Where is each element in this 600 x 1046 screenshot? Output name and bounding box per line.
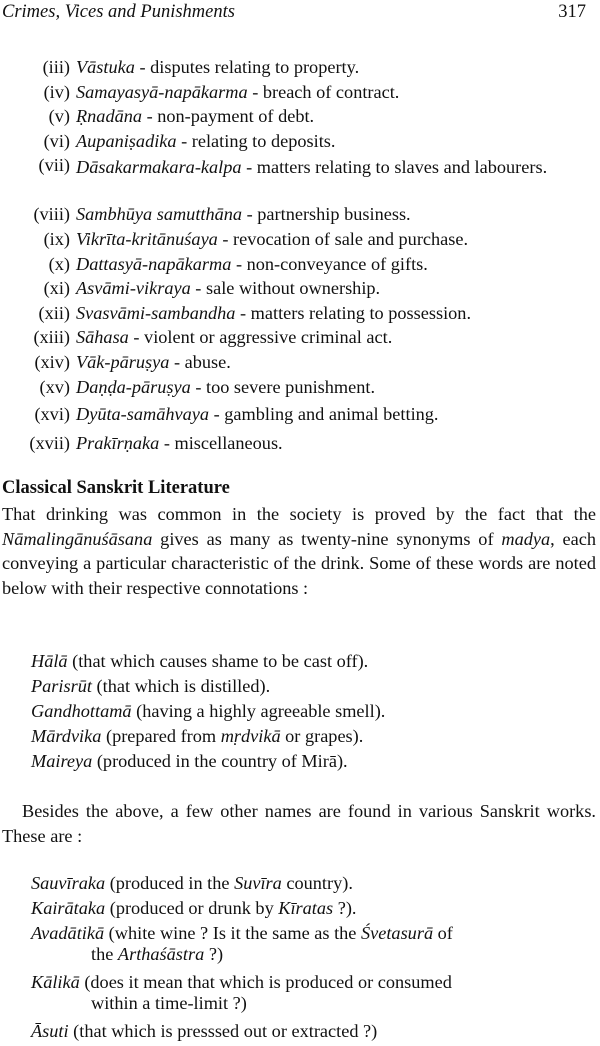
synonym-item xyxy=(31,1021,591,1046)
item-number: (ix) xyxy=(43,228,70,249)
item-number: (xiv) xyxy=(34,351,70,372)
text-run: (having a highly agreeable smell). xyxy=(131,701,386,721)
italic-term: Kīratas xyxy=(278,898,334,918)
item-number: (xv) xyxy=(39,376,70,397)
synonym-item xyxy=(31,676,591,701)
synonym-item xyxy=(31,873,591,898)
text-run: (does it mean that which is produced or consumed xyxy=(79,972,452,992)
list-item xyxy=(0,254,600,279)
item-desc: - breach of contract. xyxy=(247,81,400,102)
text-run: (produced in the xyxy=(105,873,235,893)
text-run: That drinking was common in the society is proved by the fact that the xyxy=(2,504,596,524)
item-number: (xvii) xyxy=(29,432,70,453)
list-item xyxy=(0,155,600,204)
list-item xyxy=(0,352,600,377)
text-run: the xyxy=(91,944,118,964)
synonym-item xyxy=(31,972,591,1021)
item-term: Vāk-pāruṣya xyxy=(76,351,170,372)
item-number: (iii) xyxy=(42,57,70,77)
text-run: (that which causes shame to be cast off). xyxy=(67,651,369,671)
italic-term: Suvīra xyxy=(234,873,282,893)
categories-list xyxy=(0,57,600,457)
list-item xyxy=(0,404,600,429)
item-term: Dāsakarmakara-kalpa xyxy=(76,157,242,178)
body-paragraph xyxy=(2,502,596,600)
text-run: country). xyxy=(281,873,353,893)
italic-term: Arthaśāstra xyxy=(117,944,205,964)
synonym-item xyxy=(31,923,591,972)
body-paragraph: Besides the above, a few other names are found in various Sanskrit works. These are : xyxy=(2,801,596,846)
item-term: Sambhūya samutthāna xyxy=(76,204,243,225)
item-number: (xiii) xyxy=(33,327,70,348)
item-desc: - violent or aggressive criminal act. xyxy=(128,327,393,348)
item-term: Aupaniṣadika xyxy=(76,130,177,151)
text-run: within a time-limit ?) xyxy=(91,993,247,1013)
synonym-item xyxy=(31,751,591,776)
item-term: Dattasyā-napākarma xyxy=(76,253,232,274)
italic-term: Kairātaka xyxy=(31,898,106,918)
text-run: (produced in the country of Mirā). xyxy=(92,751,348,771)
list-item xyxy=(0,278,600,303)
item-number: (iv) xyxy=(43,81,70,102)
list-item xyxy=(0,327,600,352)
text-run: ?) xyxy=(204,944,224,964)
italic-term: Mārdvika xyxy=(31,726,102,746)
item-number: (xi) xyxy=(43,278,70,299)
item-desc: - miscellaneous. xyxy=(159,432,283,453)
italic-term: Parisrūt xyxy=(31,676,92,696)
item-term: Svasvāmi-sambandha xyxy=(76,302,236,323)
item-desc: - too severe punishment. xyxy=(190,376,376,397)
list-item xyxy=(0,106,600,131)
item-number: (xii) xyxy=(38,302,70,323)
text-run: of xyxy=(433,923,453,943)
item-desc: - partnership business. xyxy=(242,204,411,225)
text-run: (that which is distilled). xyxy=(91,676,271,696)
italic-term: Hālā xyxy=(31,651,68,671)
section-heading: Classical Sanskrit Literature xyxy=(2,478,230,498)
italic-term: Gandhottamā xyxy=(31,701,132,721)
text-run: (that which is presssed out or extracted ?) xyxy=(68,1021,378,1041)
list-item xyxy=(0,433,600,458)
text-run: gives as many as twenty-nine synonyms of xyxy=(152,528,502,549)
item-desc: - non-conveyance of gifts. xyxy=(231,253,428,274)
item-number: (vi) xyxy=(43,130,70,151)
list-item xyxy=(0,303,600,328)
item-number: (x) xyxy=(48,253,70,274)
running-header xyxy=(2,2,586,26)
italic-term: Sauvīraka xyxy=(31,873,106,893)
item-desc: - abuse. xyxy=(169,351,231,372)
item-number: (xvi) xyxy=(34,404,70,425)
italic-term: Āsuti xyxy=(31,1021,69,1041)
list-item xyxy=(0,204,600,229)
page-number: 317 xyxy=(558,2,586,22)
italic-term: Śvetasurā xyxy=(360,923,434,943)
item-desc: - matters relating to slaves and labourers. xyxy=(241,157,548,178)
item-term: Dyūta-samāhvaya xyxy=(76,404,210,425)
synonym-item xyxy=(31,898,591,923)
item-number: (v) xyxy=(48,106,70,127)
text-run: (prepared from xyxy=(101,726,221,746)
italic-term: Kālikā xyxy=(31,972,80,992)
item-desc: - disputes relating to property. xyxy=(134,57,360,77)
italic-term: mṛdvikā xyxy=(220,726,281,746)
text-run: ?). xyxy=(333,898,357,918)
list-item xyxy=(0,131,600,156)
item-term: Ṛnadāna xyxy=(76,106,143,127)
synonym-list xyxy=(31,873,591,1046)
list-item xyxy=(0,377,600,402)
item-desc: - gambling and animal betting. xyxy=(209,404,439,425)
list-item xyxy=(0,229,600,254)
text-run: (produced or drunk by xyxy=(105,898,279,918)
item-desc: - revocation of sale and purchase. xyxy=(217,228,469,249)
item-desc: - relating to deposits. xyxy=(176,130,336,151)
italic-term: Maireya xyxy=(31,751,93,771)
item-term: Vikrīta-kritānuśaya xyxy=(76,228,218,249)
synonym-item xyxy=(31,726,591,751)
italic-term: Nāmalingānuśāsana xyxy=(2,528,153,549)
item-term: Sāhasa xyxy=(76,327,129,348)
item-term: Daṇḍa-pāruṣya xyxy=(76,376,191,397)
item-number: (viii) xyxy=(33,204,70,225)
synonym-item xyxy=(31,701,591,726)
item-number: (vii) xyxy=(38,155,70,176)
text-run: or grapes). xyxy=(280,726,364,746)
synonym-item xyxy=(31,651,591,676)
list-item xyxy=(0,57,600,82)
text-run: , each conveying a particular characteristic of the drink. Some of these words are noted below with their respective connotations : xyxy=(2,528,597,598)
item-term: Vāstuka xyxy=(76,57,135,77)
item-desc: - sale without ownership. xyxy=(190,278,381,299)
item-desc: - non-payment of debt. xyxy=(142,106,315,127)
list-item xyxy=(0,82,600,107)
item-term: Prakīrṇaka xyxy=(76,432,160,453)
italic-term: madya xyxy=(501,528,551,549)
synonym-list xyxy=(31,651,591,776)
italic-term: Avadātikā xyxy=(31,923,105,943)
text-run: (white wine ? Is it the same as the xyxy=(104,923,361,943)
item-term: Samayasyā-napākarma xyxy=(76,81,248,102)
item-desc: - matters relating to possession. xyxy=(235,302,472,323)
item-term: Asvāmi-vikraya xyxy=(76,278,191,299)
running-title: Crimes, Vices and Punishments xyxy=(2,2,235,22)
